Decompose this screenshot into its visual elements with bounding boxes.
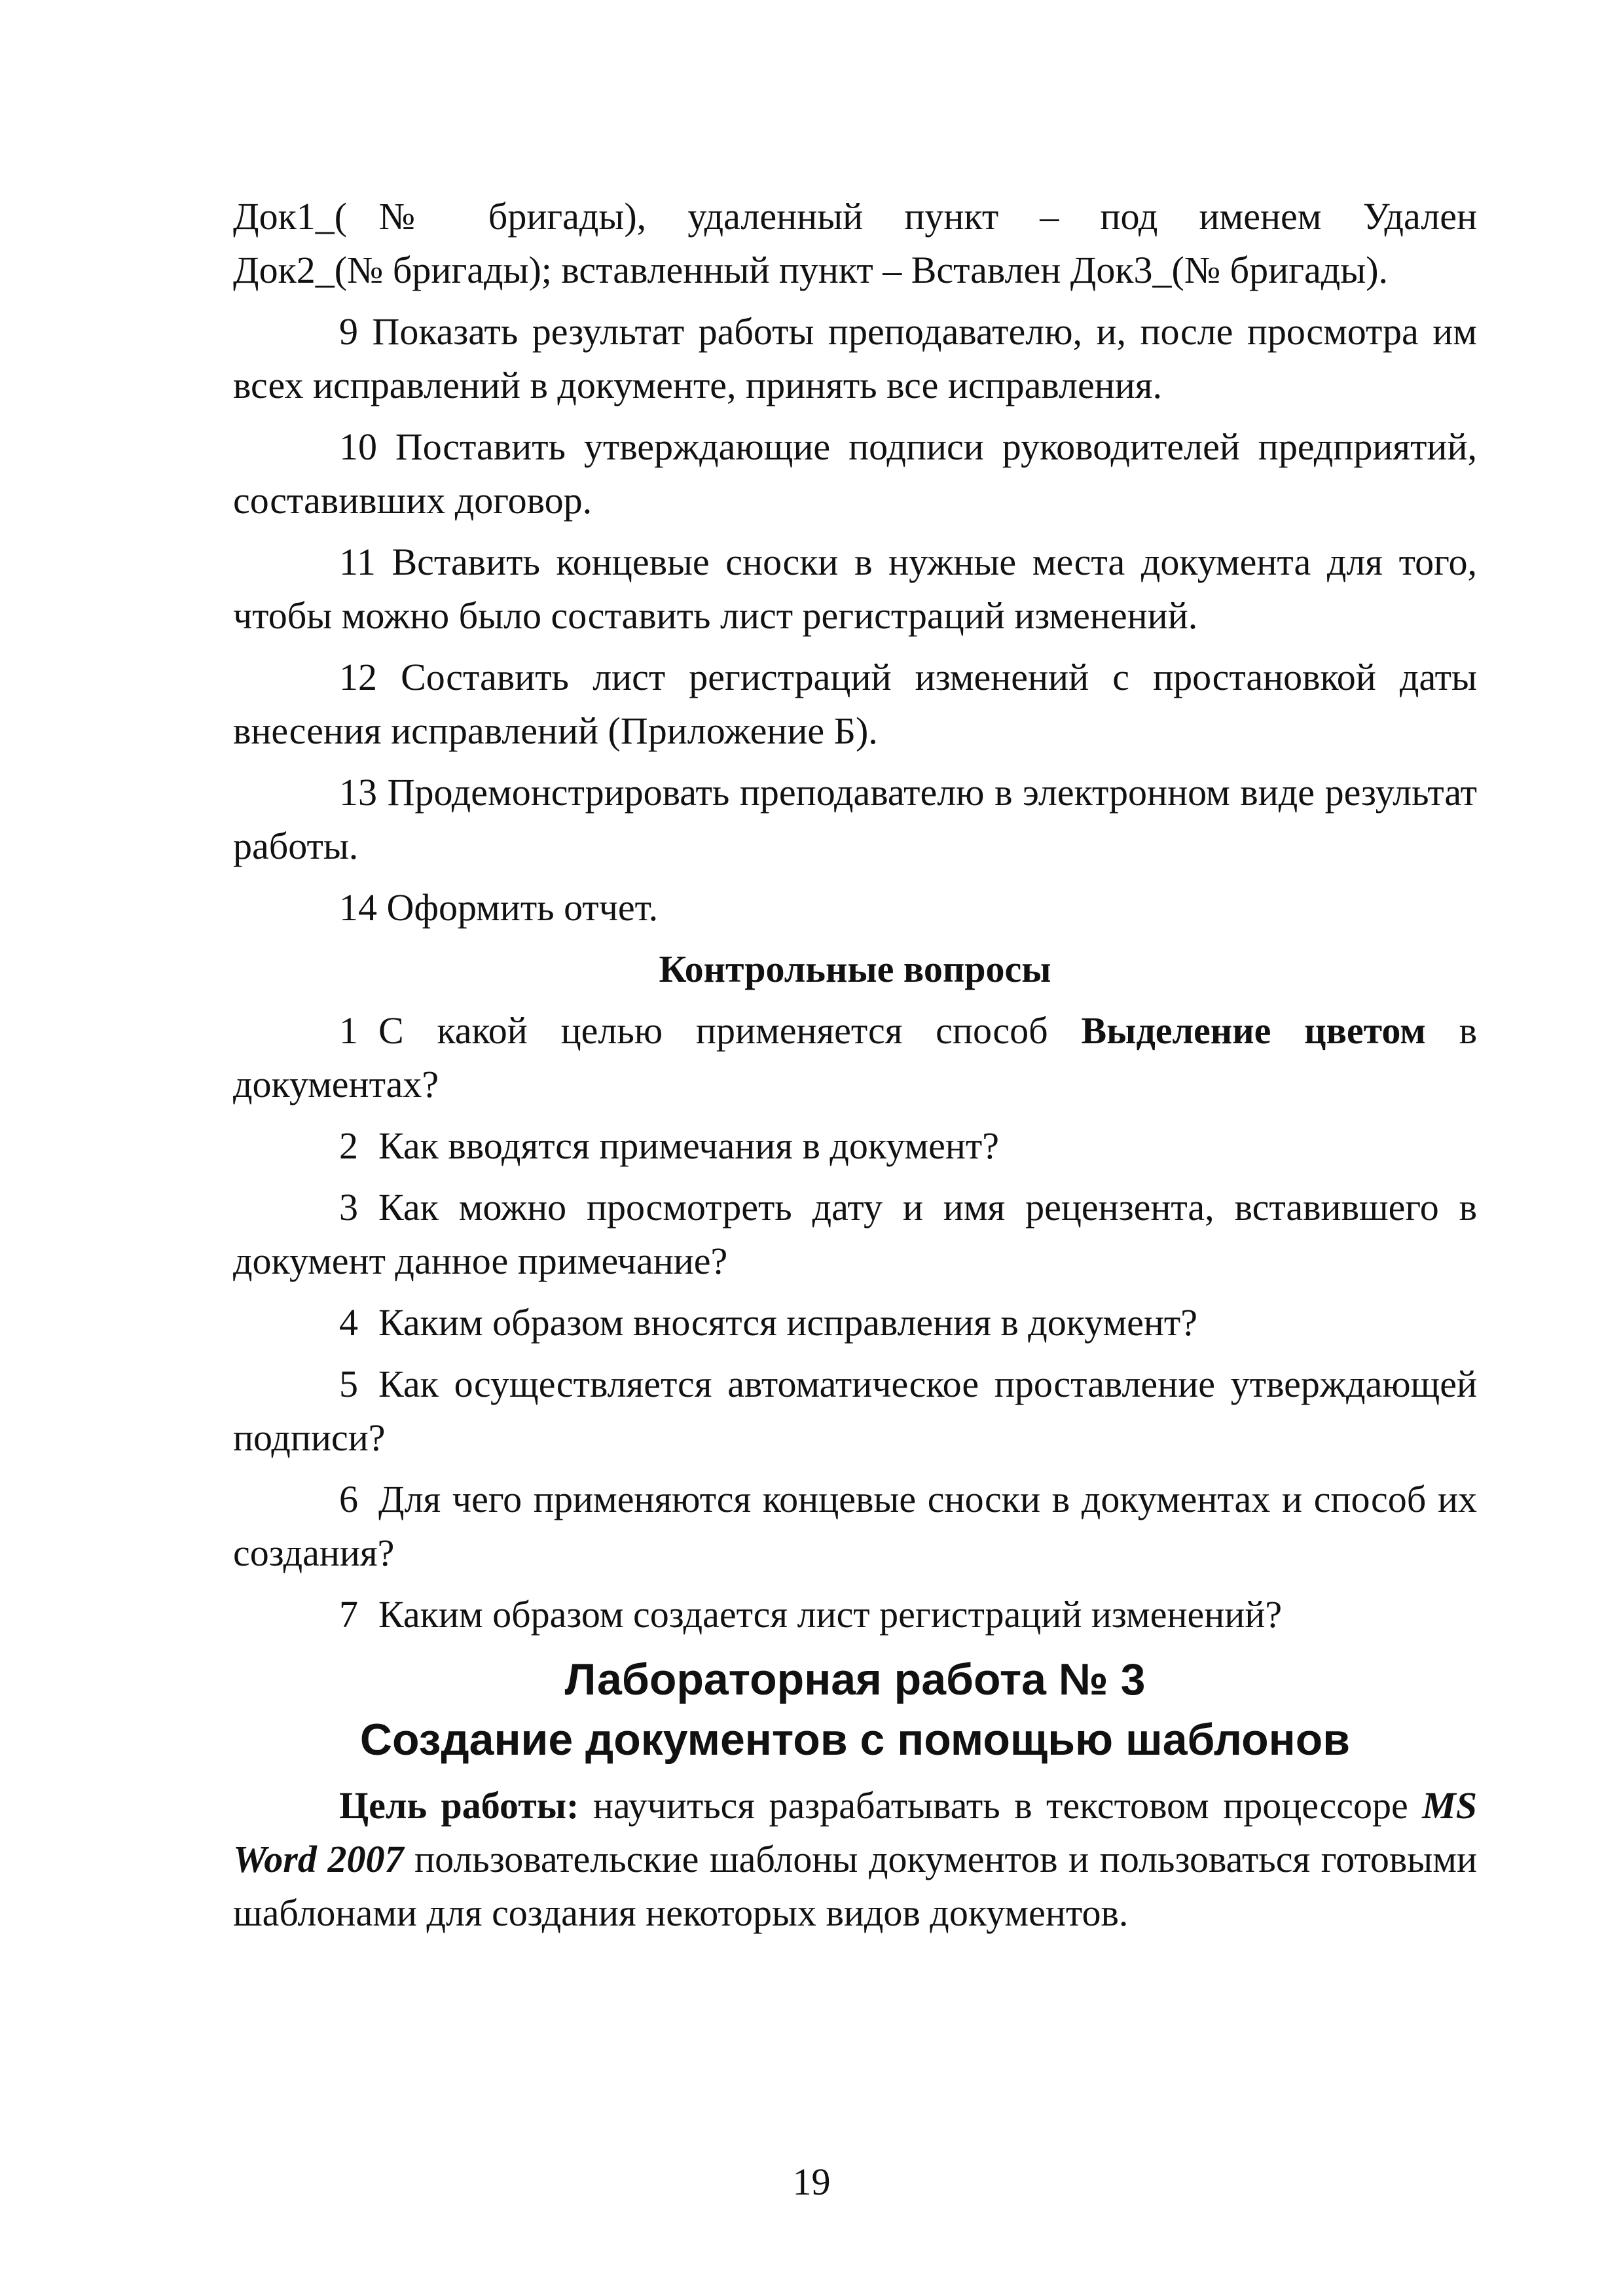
goal-text: научиться разрабатывать в текстовом процессоре xyxy=(579,1784,1423,1827)
page-number: 19 xyxy=(792,2161,831,2203)
lab-title: Лабораторная работа № 3 xyxy=(564,1655,1146,1704)
question-number: 7 xyxy=(339,1593,358,1636)
question-text: Как вводятся примечания в документ? xyxy=(378,1124,1000,1167)
goal-label: Цель работы: xyxy=(339,1784,579,1827)
question-6 xyxy=(233,1473,1477,1580)
step-13: 13 Продемонстрировать преподавателю в электронном виде результат работы. xyxy=(233,771,1477,867)
question-3 xyxy=(233,1181,1477,1288)
step-10: 10 Поставить утверждающие подписи руководителей предприятий, составивших договор. xyxy=(233,425,1477,522)
question-text: Каким образом вносятся исправления в документ? xyxy=(378,1301,1197,1344)
question-text: Как можно просмотреть дату и имя рецензента, вставившего в документ данное примечание? xyxy=(233,1186,1477,1282)
document-page xyxy=(233,190,1477,1948)
question-5 xyxy=(233,1357,1477,1465)
question-text: Каким образом создается лист регистраций изменений? xyxy=(378,1593,1283,1636)
control-questions-heading: Контрольные вопросы xyxy=(659,948,1051,990)
question-number: 5 xyxy=(339,1363,358,1405)
continued-paragraph-line2: Док2_(№ бригады); вставленный пункт – Вставлен Док3_(№ бригады). xyxy=(233,249,1389,291)
question-text: Как осуществляется автоматическое проставление утверждающей подписи? xyxy=(233,1363,1477,1459)
question-text: Для чего применяются концевые сноски в документах и способ их создания? xyxy=(233,1478,1477,1574)
question-bold-term: Выделение цветом xyxy=(1081,1009,1426,1052)
question-4 xyxy=(233,1296,1477,1350)
step-12: 12 Составить лист регистраций изменений с простановкой даты внесения исправлений (Приложение Б). xyxy=(233,656,1477,752)
question-7 xyxy=(233,1588,1477,1641)
question-1 xyxy=(233,1004,1477,1111)
question-number: 6 xyxy=(339,1478,358,1520)
question-number: 1 xyxy=(339,1009,358,1052)
goal-app-name: MS Word 2007 xyxy=(233,1784,1477,1880)
step-14: 14 Оформить отчет. xyxy=(339,886,659,929)
question-number: 3 xyxy=(339,1186,358,1229)
question-number: 4 xyxy=(339,1301,358,1344)
step-11: 11 Вставить концевые сноски в нужные места документа для того, чтобы можно было составить лист регистраций изменений. xyxy=(233,541,1477,637)
question-2 xyxy=(233,1119,1477,1173)
question-text-end: в документах? xyxy=(233,1009,1478,1105)
lab-goal xyxy=(233,1779,1477,1940)
lab-subtitle: Создание документов с помощью шаблонов xyxy=(359,1715,1351,1765)
step-9: 9 Показать результат работы преподавателю, и, после просмотра им всех исправлений в документе, принять все исправления. xyxy=(233,310,1477,406)
goal-text-end: пользовательские шаблоны документов и пользоваться готовыми шаблонами для создания некоторых видов документов. xyxy=(233,1838,1477,1934)
question-number: 2 xyxy=(339,1124,358,1167)
question-text: С какой целью применяется способ xyxy=(378,1009,1082,1052)
continued-paragraph-line1: Док1_(№ бригады), удаленный пункт – под именем Удален xyxy=(233,195,1477,238)
